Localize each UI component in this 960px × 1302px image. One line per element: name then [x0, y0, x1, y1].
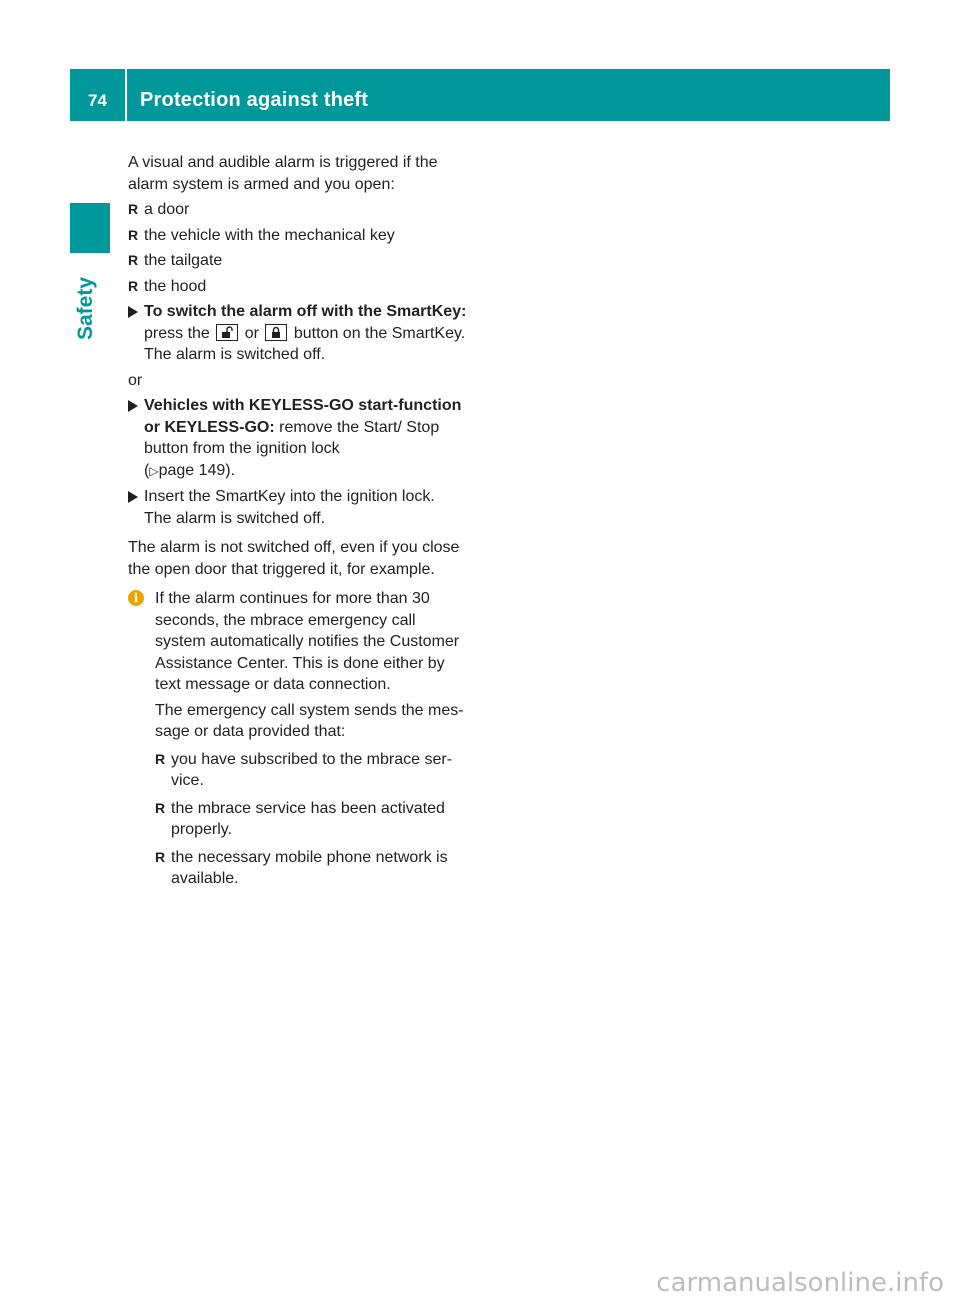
step-arrow-icon — [128, 400, 138, 412]
list-item: R the mbrace service has been activated properly. — [155, 798, 468, 841]
step-text: press the — [144, 324, 210, 342]
side-tab-label: Safety — [74, 276, 97, 340]
or-separator: or — [128, 371, 143, 389]
list-item: R the hood — [128, 276, 468, 298]
list-item: R a door — [128, 199, 468, 221]
header-divider — [125, 69, 127, 121]
page-number: 74 — [88, 91, 107, 110]
step-result: The alarm is switched off. — [144, 346, 326, 363]
step-text: remove the Start/ Stop button from the ignition lock — [144, 418, 440, 457]
list-item: R the necessary mobile phone network is available. — [155, 847, 468, 890]
list-item: R you have subscribed to the mbrace service. — [155, 749, 468, 792]
lock-key-icon — [265, 324, 287, 341]
note-paragraph: If the alarm continues for more than 30 seconds, the mbrace emergency call system automatically notifies the Customer Assistance Center. This is done either by text message or data connection. — [155, 590, 460, 693]
instruction-step — [128, 486, 468, 529]
step-text: button on the SmartKey. — [293, 324, 466, 342]
page-header — [70, 69, 890, 121]
step-arrow-icon — [128, 306, 138, 318]
note-paragraph: The emergency call system sends the message or data provided that: — [155, 701, 464, 740]
watermark: carmanualsonline.info — [656, 1268, 944, 1298]
intro-paragraph: A visual and audible alarm is triggered if the alarm system is armed and you open: — [128, 154, 438, 193]
step-text-or: or — [244, 324, 259, 342]
step-heading: To switch the alarm off with the SmartKey: — [144, 303, 467, 320]
step-result: The alarm is switched off. — [144, 509, 326, 527]
instruction-step: Vehicles with KEYLESS-GO start-function or KEYLESS-GO: remove the Start/ Stop button from the ignition lock (▷page 149). — [128, 395, 468, 482]
list-item: R the tailgate — [128, 250, 468, 272]
step-text: Insert the SmartKey into the ignition lock. — [144, 488, 435, 505]
page-reference: page 149). — [158, 461, 236, 479]
info-icon: i — [128, 590, 144, 606]
instruction-step — [128, 301, 468, 366]
step-arrow-icon — [128, 491, 138, 503]
step-heading: Vehicles with KEYLESS-GO start-function or KEYLESS-GO: — [144, 397, 462, 436]
info-note — [128, 588, 468, 890]
section-title: Protection against theft — [140, 89, 369, 111]
unlock-key-icon — [216, 324, 238, 341]
page-content — [128, 152, 468, 890]
side-tab-marker — [70, 203, 110, 253]
page-reference-arrow-icon: ▷ — [149, 463, 159, 478]
body-paragraph: The alarm is not switched off, even if you close the open door that triggered it, for example. — [128, 539, 460, 578]
list-item: R the vehicle with the mechanical key — [128, 225, 468, 247]
